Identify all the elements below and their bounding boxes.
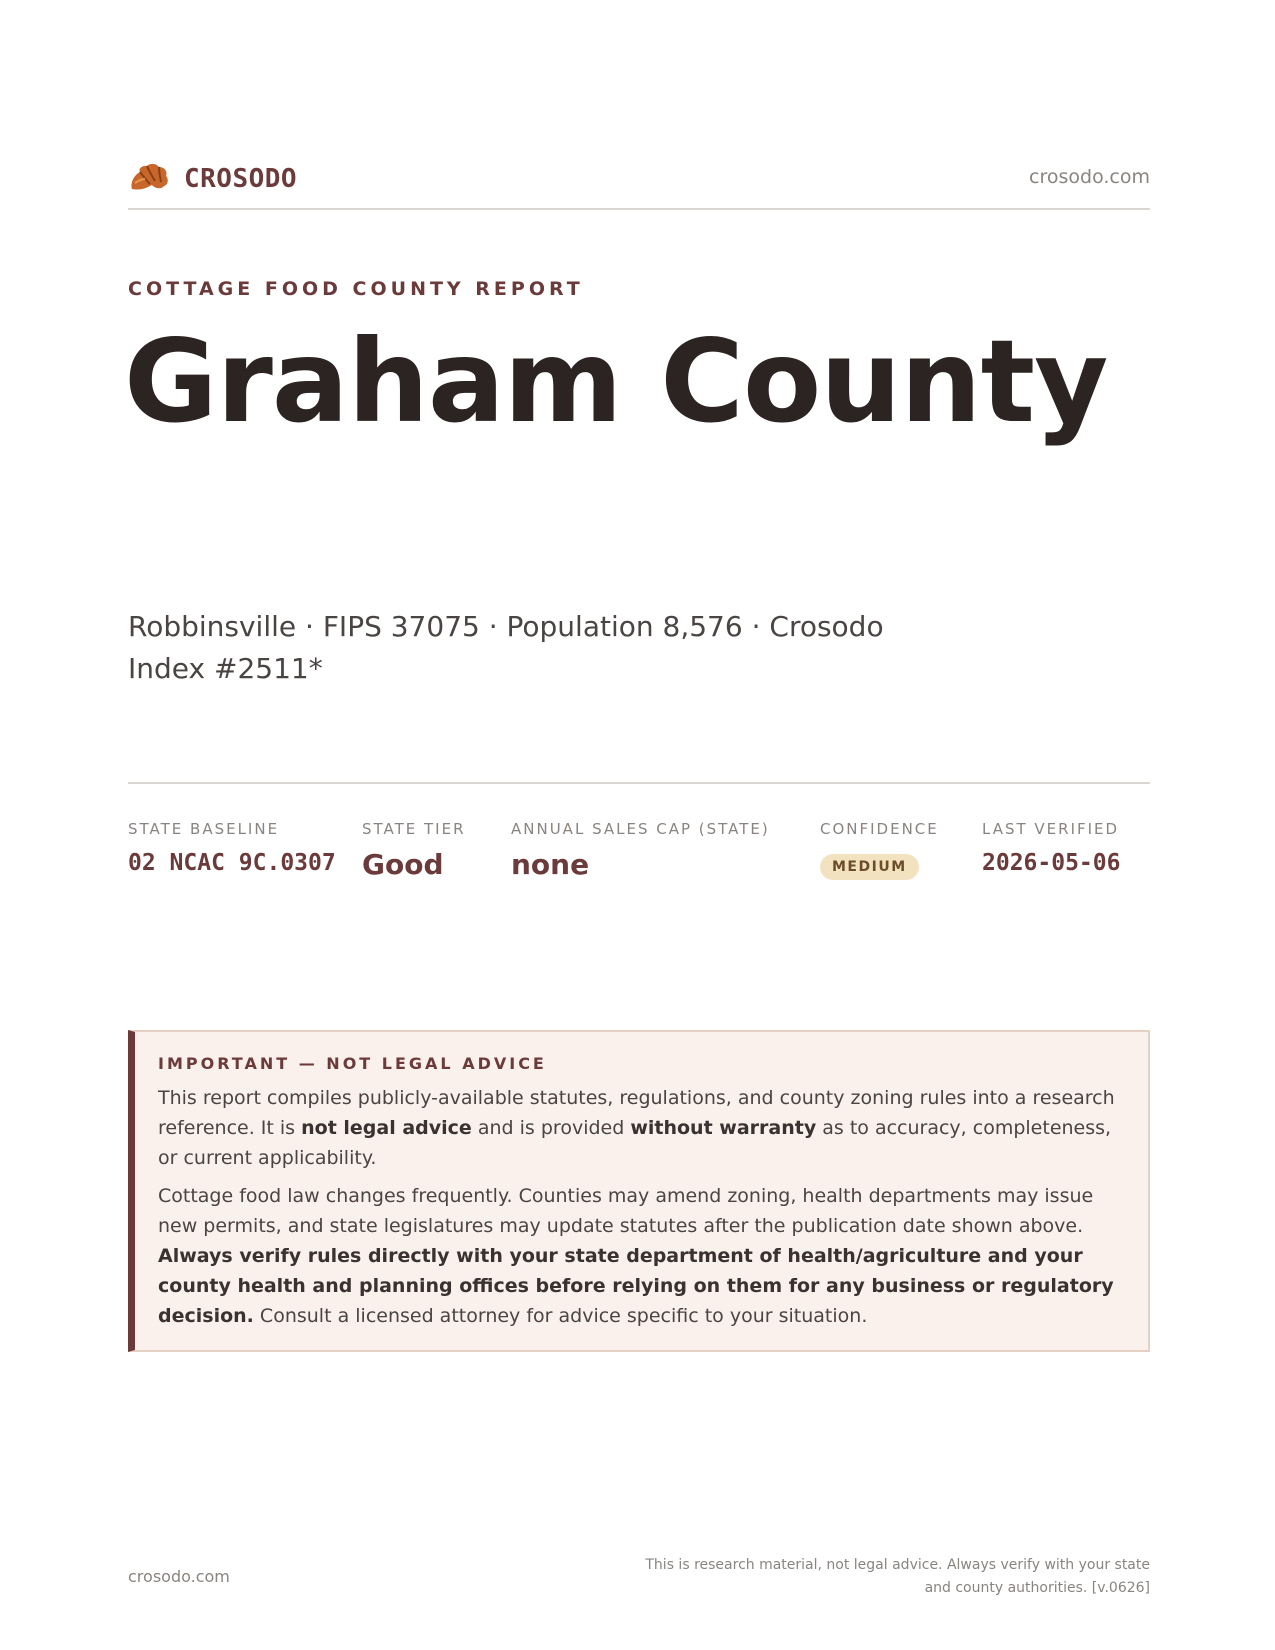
stat-value: 2026-05-06 [982,850,1121,876]
notice-emphasis: not legal advice [301,1117,472,1139]
stat-label: ANNUAL SALES CAP (STATE) [511,820,770,838]
notice-emphasis: without warranty [630,1117,817,1139]
stat-annual-sales-cap [511,820,770,881]
stat-label: CONFIDENCE [820,820,939,838]
page-title: Graham County [124,315,1108,448]
brand [128,158,297,200]
stat-state-tier [362,820,466,881]
notice-paragraph [158,1181,1126,1331]
page-header [128,158,1150,210]
notice-paragraph [158,1083,1126,1173]
stat-label: LAST VERIFIED [982,820,1120,838]
notice-emphasis: Always verify rules directly with your state department of health/agriculture and your county health and planning offices before relying on them for any business or regulatory decision. [158,1245,1114,1327]
stat-label: STATE TIER [362,820,466,838]
confidence-badge: MEDIUM [820,854,919,880]
stat-state-baseline [128,820,336,876]
notice-title: IMPORTANT — NOT LEGAL ADVICE [158,1054,547,1073]
stat-confidence [820,820,939,880]
stat-label: STATE BASELINE [128,820,280,838]
brand-name: CROSODO [184,164,298,194]
legal-notice [128,1030,1150,1352]
notice-text: Consult a licensed attorney for advice specific to your situation. [253,1305,868,1327]
stat-last-verified [982,820,1120,876]
croissant-icon [128,161,170,197]
footer-disclaimer-line: This is research material, not legal advice. Always verify with your state [645,1557,1150,1573]
notice-text: This report compiles publicly-available statutes, regulations, and county zoning rules into a research reference. It is [158,1087,1115,1139]
notice-text: and is provided [471,1117,631,1139]
site-link[interactable]: crosodo.com [1029,166,1150,188]
report-subtitle: Robbinsville · FIPS 37075 · Population 8,576 · Crosodo Index #2511* [128,610,884,685]
report-eyebrow: COTTAGE FOOD COUNTY REPORT [128,278,584,300]
footer-disclaimer-line: and county authorities. [v.0626] [924,1580,1150,1596]
stat-value: Good [362,848,444,881]
notice-text: as to accuracy, completeness, or current applicability. [158,1117,1112,1169]
notice-text: Cottage food law changes frequently. Counties may amend zoning, health departments may issue new permits, and state legislatures may update statutes after the publication date shown above. [158,1185,1094,1237]
footer-disclaimer [630,1554,1150,1600]
stat-value: 02 NCAC 9C.0307 [128,850,336,876]
footer-site-link[interactable]: crosodo.com [128,1567,230,1586]
stat-value: none [511,848,590,881]
section-divider [128,782,1150,784]
